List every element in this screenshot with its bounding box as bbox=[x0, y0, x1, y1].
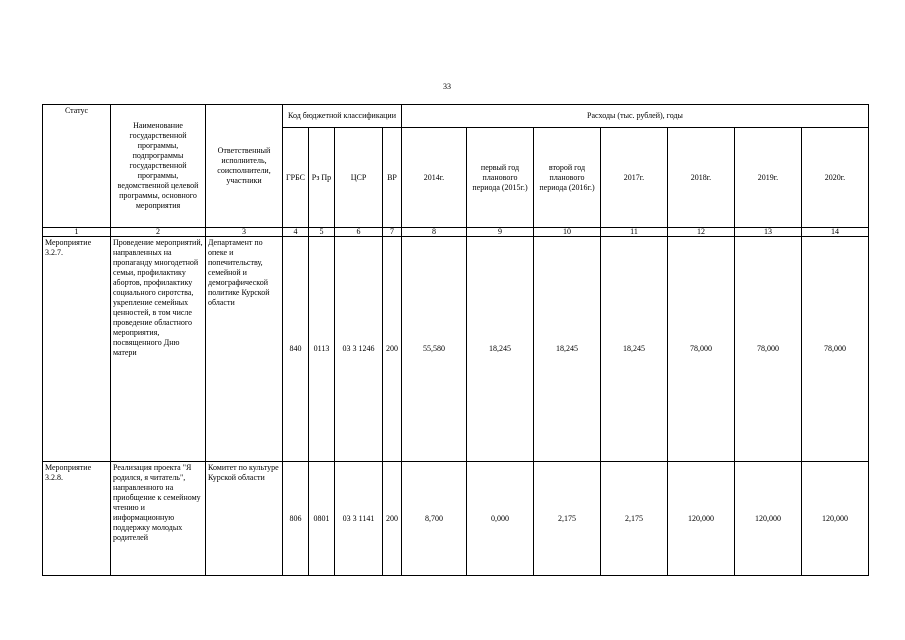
header-2016: второй год планового периода (2016г.) bbox=[534, 128, 601, 228]
row-grbs: 840 bbox=[283, 237, 309, 462]
header-executor: Ответственный исполнитель, соисполнители, участники bbox=[206, 105, 283, 228]
header-expenses: Расходы (тыс. рублей), годы bbox=[402, 105, 869, 128]
index-cell: 6 bbox=[335, 228, 383, 237]
index-cell: 13 bbox=[735, 228, 802, 237]
row-name: Реализация проекта "Я родился, я читатель", направленного на приобщение к семейному чтению и информационную поддержку молодых родителей bbox=[111, 462, 206, 576]
row-2017: 18,245 bbox=[601, 237, 668, 462]
row-vr: 200 bbox=[383, 237, 402, 462]
row-2020: 78,000 bbox=[802, 237, 869, 462]
row-2014: 55,580 bbox=[402, 237, 467, 462]
row-executor: Комитет по культуре Курской области bbox=[206, 462, 283, 576]
index-cell: 11 bbox=[601, 228, 668, 237]
header-csr: ЦСР bbox=[335, 128, 383, 228]
index-cell: 1 bbox=[43, 228, 111, 237]
header-row-1 bbox=[43, 105, 869, 128]
header-status: Статус bbox=[43, 105, 111, 228]
page-number: 33 bbox=[443, 82, 451, 91]
index-cell: 3 bbox=[206, 228, 283, 237]
row-2014: 8,700 bbox=[402, 462, 467, 576]
row-2019: 120,000 bbox=[735, 462, 802, 576]
header-2017: 2017г. bbox=[601, 128, 668, 228]
index-cell: 14 bbox=[802, 228, 869, 237]
row-executor: Департамент по опеке и попечительству, семейной и демографической политике Курской области bbox=[206, 237, 283, 462]
row-rzpr: 0801 bbox=[309, 462, 335, 576]
table-row bbox=[43, 237, 869, 462]
row-csr: 03 3 1141 bbox=[335, 462, 383, 576]
header-2018: 2018г. bbox=[668, 128, 735, 228]
row-2017: 2,175 bbox=[601, 462, 668, 576]
header-2020: 2020г. bbox=[802, 128, 869, 228]
index-cell: 9 bbox=[467, 228, 534, 237]
index-cell: 2 bbox=[111, 228, 206, 237]
row-2015: 0,000 bbox=[467, 462, 534, 576]
header-budget-code: Код бюджетной классификации bbox=[283, 105, 402, 128]
index-cell: 8 bbox=[402, 228, 467, 237]
column-index-row bbox=[43, 228, 869, 237]
row-vr: 200 bbox=[383, 462, 402, 576]
row-2018: 120,000 bbox=[668, 462, 735, 576]
index-cell: 10 bbox=[534, 228, 601, 237]
header-2015: первый год планового периода (2015г.) bbox=[467, 128, 534, 228]
index-cell: 5 bbox=[309, 228, 335, 237]
table-row bbox=[43, 462, 869, 576]
header-grbs: ГРБС bbox=[283, 128, 309, 228]
row-2018: 78,000 bbox=[668, 237, 735, 462]
index-cell: 4 bbox=[283, 228, 309, 237]
header-rzpr: Рз Пр bbox=[309, 128, 335, 228]
row-csr: 03 3 1246 bbox=[335, 237, 383, 462]
row-2019: 78,000 bbox=[735, 237, 802, 462]
row-2016: 18,245 bbox=[534, 237, 601, 462]
row-2016: 2,175 bbox=[534, 462, 601, 576]
row-rzpr: 0113 bbox=[309, 237, 335, 462]
row-status: Мероприятие 3.2.7. bbox=[43, 237, 111, 462]
header-vr: ВР bbox=[383, 128, 402, 228]
header-name: Наименование государственной программы, подпрограммы государственной программы, ведомственной целевой программы, основного мероприятия bbox=[111, 105, 206, 228]
index-cell: 12 bbox=[668, 228, 735, 237]
row-name: Проведение мероприятий, направленных на пропаганду многодетной семьи, профилактику абортов, профилактику социального сиротства, укрепление семейных ценностей, в том числе проведение областного мероприятия, посвященного Дню матери bbox=[111, 237, 206, 462]
row-status: Мероприятие 3.2.8. bbox=[43, 462, 111, 576]
header-2014: 2014г. bbox=[402, 128, 467, 228]
budget-table bbox=[42, 104, 869, 576]
row-grbs: 806 bbox=[283, 462, 309, 576]
row-2020: 120,000 bbox=[802, 462, 869, 576]
row-2015: 18,245 bbox=[467, 237, 534, 462]
header-2019: 2019г. bbox=[735, 128, 802, 228]
index-cell: 7 bbox=[383, 228, 402, 237]
